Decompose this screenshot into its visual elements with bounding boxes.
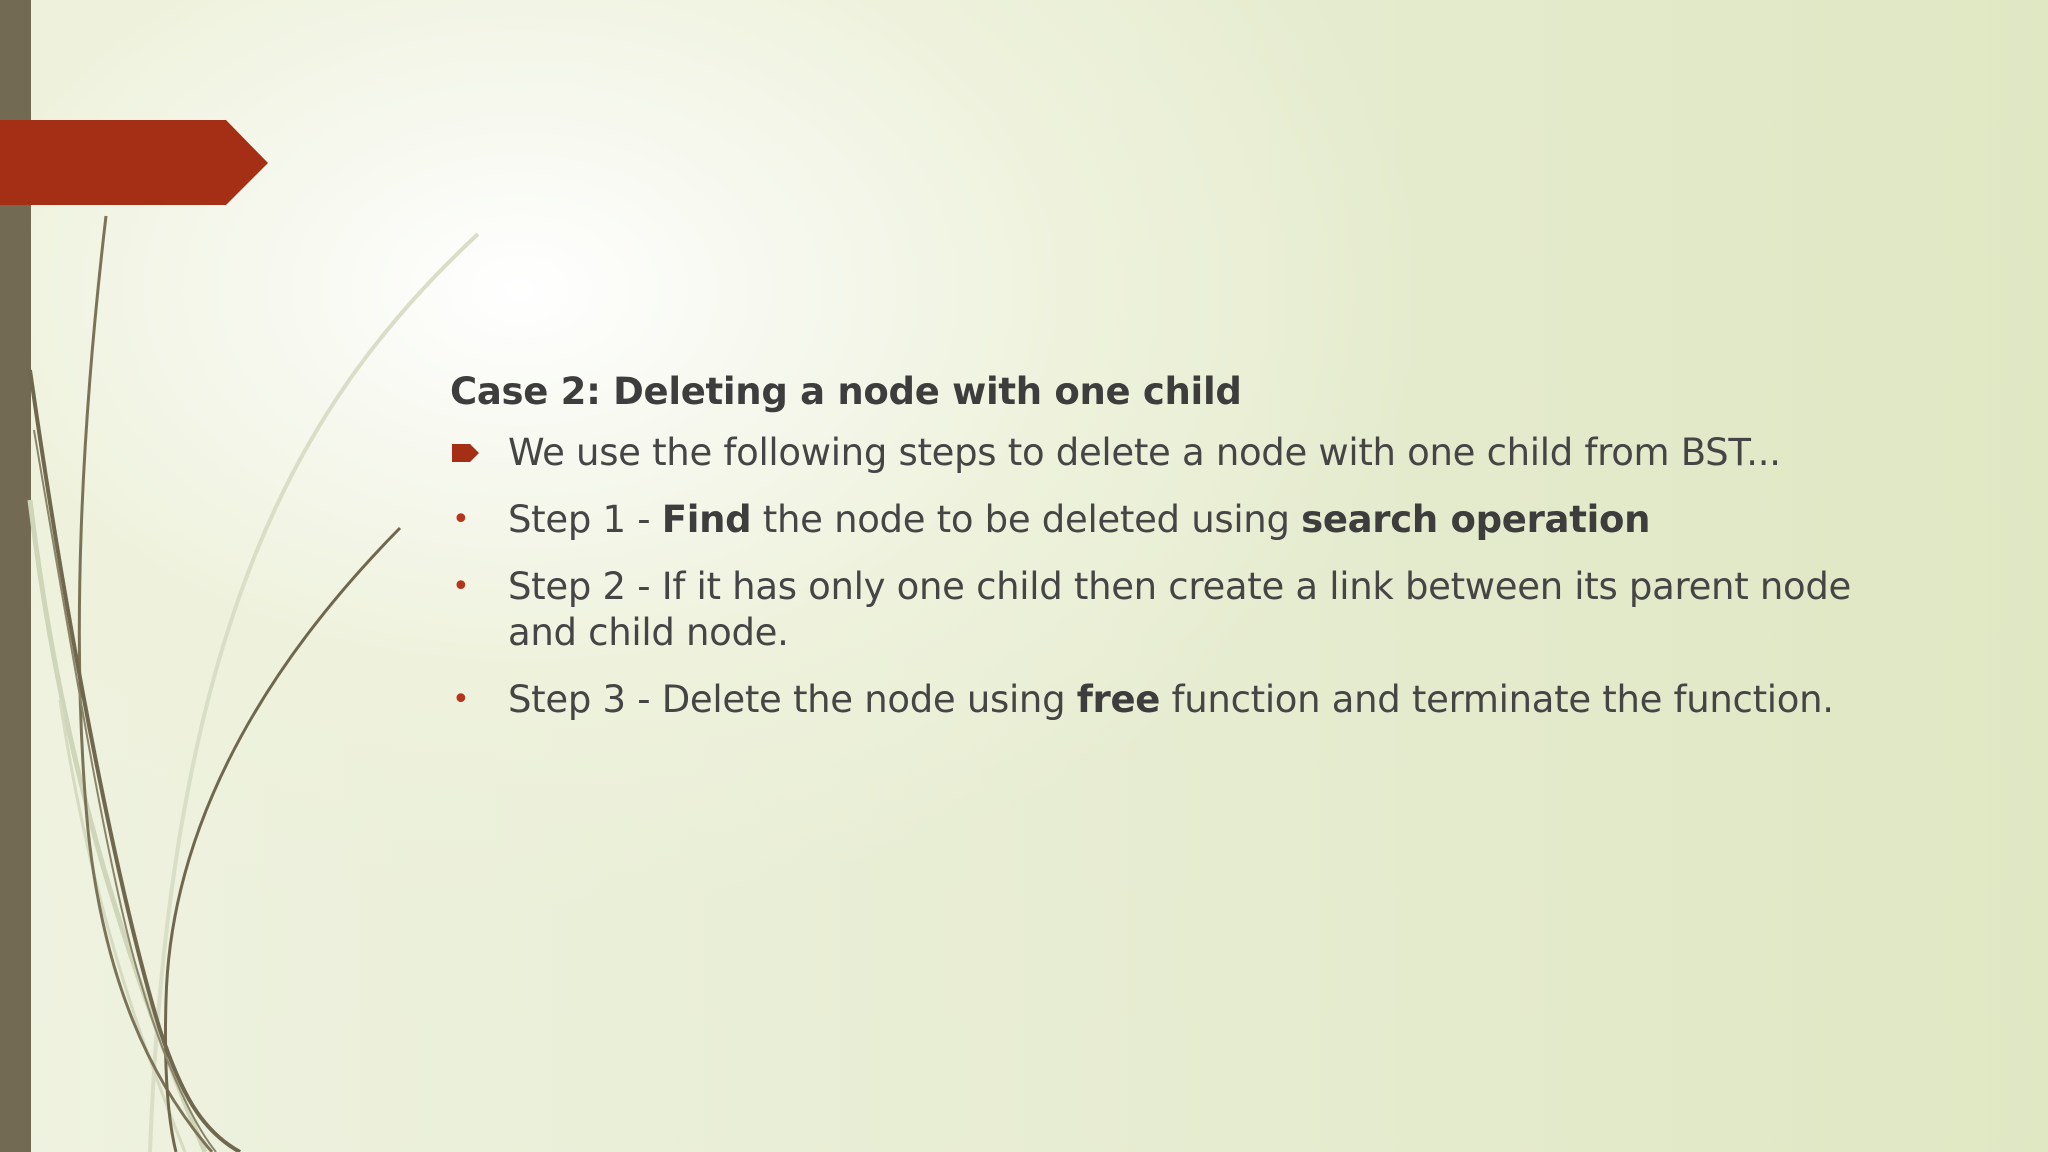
step-item-3 — [450, 677, 1890, 723]
step-item-1 — [450, 497, 1890, 543]
step-item-2 — [450, 564, 1890, 656]
dot-bullet-icon: • — [452, 569, 470, 604]
step-1-mid: the node to be deleted using — [751, 498, 1302, 541]
curve-1 — [79, 216, 212, 1152]
curve-3 — [165, 528, 400, 1152]
slide-heading: Case 2: Deleting a node with one child — [450, 370, 1242, 413]
curve-2 — [30, 370, 240, 1152]
step-2-text: Step 2 - If it has only one child then create a link between its parent node and child node. — [508, 565, 1852, 654]
step-1-bold-find: Find — [661, 498, 752, 541]
faint-curve-2 — [30, 500, 205, 1152]
intro-text: We use the following steps to delete a node with one child from BST... — [508, 431, 1781, 474]
right-arrow-bullet-icon — [452, 444, 480, 462]
step-3-post: function and terminate the function. — [1160, 678, 1834, 721]
step-3-bold-free: free — [1076, 678, 1161, 721]
slide-content — [450, 364, 1890, 744]
intro-bullet-item — [450, 430, 1890, 476]
step-1-pre: Step 1 - — [508, 498, 662, 541]
dot-bullet-icon: • — [452, 502, 470, 537]
dot-bullet-icon: • — [452, 682, 470, 717]
faint-curve-1 — [150, 234, 478, 1152]
step-3-pre: Step 3 - Delete the node using — [508, 678, 1077, 721]
step-1-bold-search: search operation — [1301, 498, 1651, 541]
decorative-curves — [0, 0, 520, 1152]
